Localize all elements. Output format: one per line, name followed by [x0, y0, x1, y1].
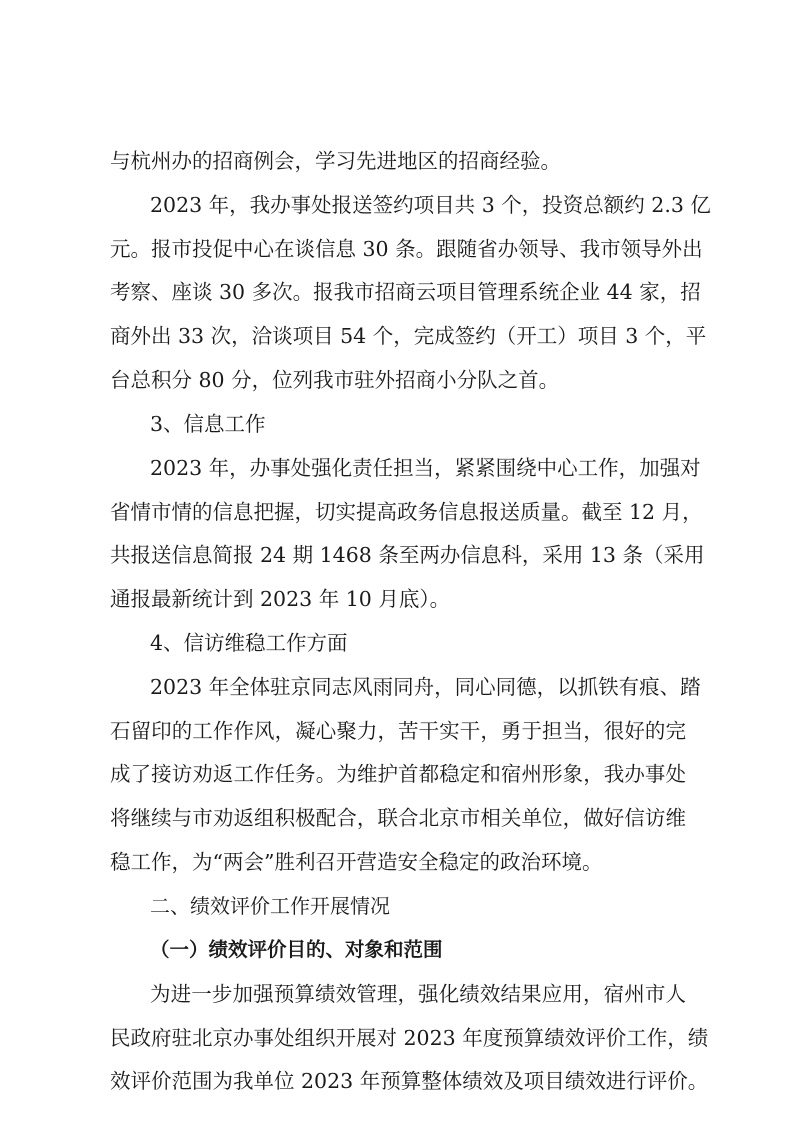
paragraph-line: 2023 年，我办事处报送签约项目共 3 个，投资总额约 2.3 亿 — [150, 193, 711, 217]
paragraph-line: 石留印的工作作风，凝心聚力，苦干实干，勇于担当，很好的完 — [110, 719, 686, 743]
paragraph-line: 省情市情的信息把握，切实提高政务信息报送质量。截至 12 月， — [110, 500, 703, 524]
paragraph-line: 为进一步加强预算绩效管理，强化绩效结果应用，宿州市人 — [150, 982, 686, 1006]
paragraph-line: 效评价范围为我单位 2023 年预算整体绩效及项目绩效进行评价。 — [110, 1069, 709, 1093]
paragraph-line: 将继续与市劝返组积极配合，联合北京市相关单位，做好信访维 — [110, 806, 686, 830]
subsection-title: （一）绩效评价目的、对象和范围 — [150, 938, 443, 961]
paragraph-line: 商外出 33 次，洽谈项目 54 个，完成签约（开工）项目 3 个，平 — [110, 324, 707, 348]
paragraph-line: 考察、座谈 30 多次。报我市招商云项目管理系统企业 44 家，招 — [110, 280, 701, 304]
section-title: 二、绩效评价工作开展情况 — [150, 894, 390, 918]
paragraph-line: 元。报市投促中心在谈信息 30 条。跟随省办领导、我市领导外出 — [110, 237, 703, 261]
paragraph-line: 成了接访劝返工作任务。为维护首都稳定和宿州形象，我办事处 — [110, 762, 686, 786]
paragraph-line: 民政府驻北京办事处组织开展对 2023 年度预算绩效评价工作，绩 — [110, 1026, 709, 1050]
subheading-info-work: 3、信息工作 — [150, 412, 266, 436]
paragraph-line: 通报最新统计到 2023 年 10 月底）。 — [110, 587, 451, 611]
paragraph-line: 2023 年全体驻京同志风雨同舟，同心同德，以抓铁有痕、踏 — [150, 675, 701, 699]
paragraph-line: 共报送信息简报 24 期 1468 条至两办信息科，采用 13 条（采用 — [110, 543, 705, 567]
paragraph-line: 2023 年，办事处强化责任担当，紧紧围绕中心工作，加强对 — [150, 456, 701, 480]
paragraph-line: 稳工作，为“两会”胜利召开营造安全稳定的政治环境。 — [110, 850, 603, 874]
subheading-petition-work: 4、信访维稳工作方面 — [150, 631, 348, 655]
paragraph-line: 台总积分 80 分，位列我市驻外招商小分队之首。 — [110, 368, 560, 392]
paragraph-line: 与杭州办的招商例会，学习先进地区的招商经验。 — [110, 149, 561, 173]
